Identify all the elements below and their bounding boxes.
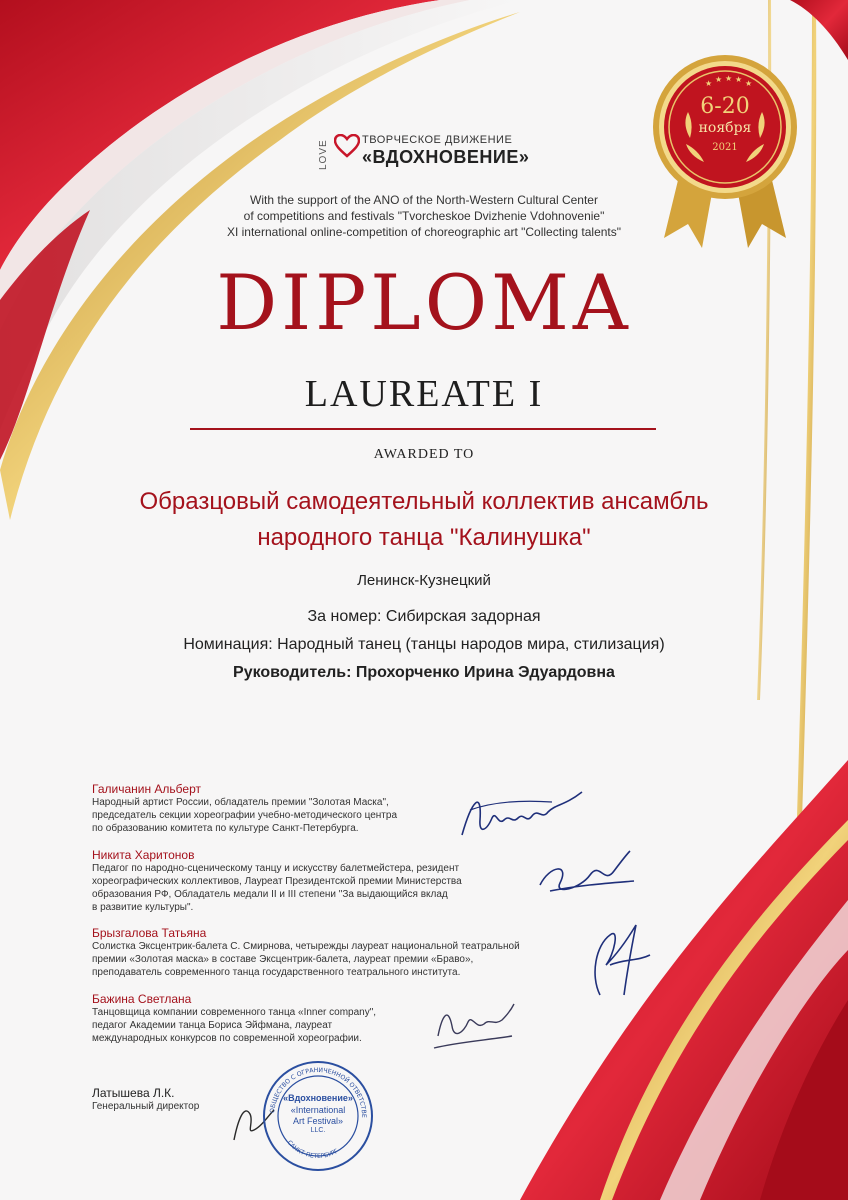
svg-text:★: ★ <box>735 75 743 84</box>
jury-member <box>92 848 592 914</box>
svg-text:★: ★ <box>725 74 733 83</box>
festival-logo <box>318 128 538 172</box>
logo-love-text: LOVE <box>318 139 329 170</box>
badge-year: 2021 <box>712 142 738 153</box>
director-name: Латышева Л.К. <box>92 1086 175 1100</box>
svg-text:★: ★ <box>745 79 753 88</box>
recipient-name <box>0 484 848 556</box>
performance-number: За номер: Сибирская задорная <box>307 608 541 625</box>
jury-name: Никита Харитонов <box>92 848 195 862</box>
seal-ring-text: ОБЩЕСТВО С ОГРАНИЧЕННОЙ ОТВЕТСТВЕ <box>269 1066 368 1118</box>
support-text <box>0 192 848 240</box>
jury-name: Брызгалова Татьяна <box>92 926 207 940</box>
awarded-to-label: AWARDED TO <box>373 447 475 462</box>
seal-line-2: «International <box>290 1105 346 1115</box>
recipient-city: Ленинск-Кузнецкий <box>357 572 491 589</box>
laureate-degree: LAUREATE I <box>304 373 544 415</box>
support-line-1: With the support of the ANO of the North-Western Cultural Center <box>250 193 598 207</box>
jury-description: Педагог по народно-сценическому танцу и искусству балетмейстера, резидент хореографических коллективов, Лауреат Президентской премии Министерства образования РФ, Обладатель медали II и III степени "За выдающийся вклад в развитие культуры". <box>92 863 462 913</box>
jury-description: Народный артист России, обладатель премии "Золотая Маска", председатель секции хореографии учебно-методического центра по образованию комитета по культуре Санкт-Петербурга. <box>92 797 398 834</box>
jury-name: Бажина Светлана <box>92 992 192 1006</box>
support-line-3: XI international online-competition of choreographic art "Collecting talents" <box>226 225 622 239</box>
signature-kharitonov <box>530 845 640 905</box>
seal-bottom-text: САНКТ-ПЕТЕРБУРГ <box>285 1139 340 1161</box>
jury-description: Солистка Эксцентрик-балета С. Смирнова, четырежды лауреат национальной театральной премии «Золотая маска» в составе Эксцентрик-балета, лауреат премии «Браво», преподаватель современного танца государственного театрального института. <box>92 941 520 978</box>
logo-line1: ТВОРЧЕСКОЕ ДВИЖЕНИЕ <box>362 134 513 146</box>
svg-text:★: ★ <box>705 79 713 88</box>
recipient-line-1: Образцовый самодеятельный коллектив ансамбль <box>139 488 709 515</box>
jury-description: Танцовщица компании современного танца «Inner company", педагог Академии танца Бориса Эйфмана, лауреат международных конкурсов по современной хореографии. <box>92 1007 377 1044</box>
jury-name: Галичанин Альберт <box>92 782 201 796</box>
badge-month: ноября <box>698 120 752 136</box>
jury-member <box>92 926 612 979</box>
badge-dates: 6-20 <box>700 94 750 119</box>
heart-icon <box>334 134 360 158</box>
logo-line2: «ВДОХНОВЕНИЕ» <box>362 147 530 167</box>
recipient-line-2: народного танца "Калинушка" <box>257 524 591 551</box>
signature-bazhina <box>428 996 518 1056</box>
director-title: Генеральный директор <box>92 1101 200 1112</box>
seal-line-1: «Вдохновение» <box>283 1093 353 1103</box>
leader-name: Руководитель: Прохорченко Ирина Эдуардовна <box>233 664 615 681</box>
support-line-2: of competitions and festivals "Tvorcheskoe Dvizhenie Vdohnovenie" <box>243 209 605 223</box>
company-seal <box>262 1060 374 1172</box>
seal-line-3: Art Festival» <box>292 1116 343 1126</box>
signature-bryzgalova <box>580 915 660 1005</box>
title-divider <box>190 428 656 430</box>
seal-line-4: LLC. <box>310 1127 326 1134</box>
nomination: Номинация: Народный танец (танцы народов мира, стилизация) <box>183 636 665 653</box>
signature-galichanin <box>452 780 592 850</box>
diploma-title: DIPLOMA <box>216 258 632 347</box>
svg-text:★: ★ <box>715 75 723 84</box>
